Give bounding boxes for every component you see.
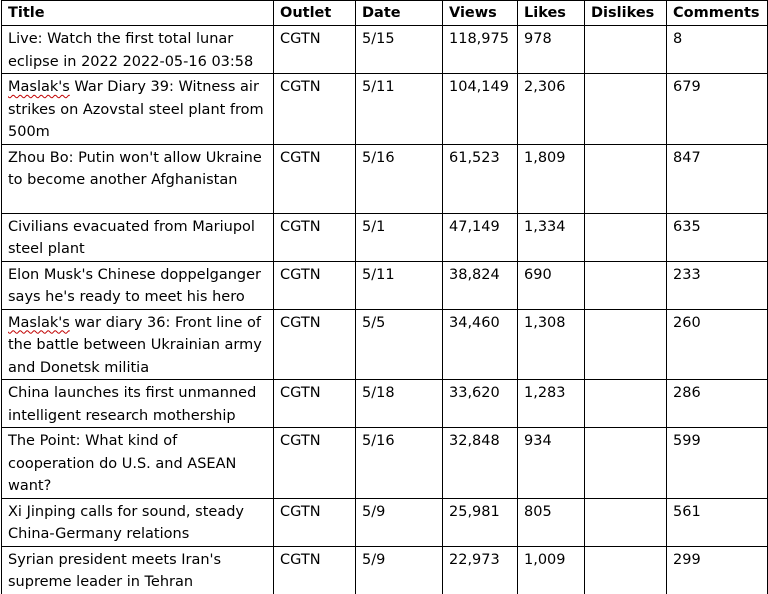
cell-title: Xi Jinping calls for sound, steady China-Germany relations [2, 498, 274, 546]
cell-comments: 286 [667, 380, 768, 428]
video-stats-table [1, 0, 768, 594]
cell-date: 5/16 [356, 144, 443, 213]
cell-date: 5/5 [356, 309, 443, 380]
cell-outlet: CGTN [274, 498, 356, 546]
header-outlet: Outlet [274, 1, 356, 26]
cell-views: 38,824 [443, 261, 518, 309]
cell-comments: 599 [667, 428, 768, 499]
cell-date: 5/11 [356, 74, 443, 145]
cell-views: 47,149 [443, 213, 518, 261]
header-date: Date [356, 1, 443, 26]
table-row [2, 428, 768, 499]
cell-dislikes [585, 144, 667, 213]
cell-comments: 260 [667, 309, 768, 380]
cell-date: 5/18 [356, 380, 443, 428]
cell-likes: 1,308 [518, 309, 585, 380]
cell-title: Civilians evacuated from Mariupol steel plant [2, 213, 274, 261]
cell-outlet: CGTN [274, 144, 356, 213]
cell-title: Zhou Bo: Putin won't allow Ukraine to become another Afghanistan [2, 144, 274, 213]
cell-outlet: CGTN [274, 428, 356, 499]
cell-dislikes [585, 380, 667, 428]
cell-likes: 978 [518, 26, 585, 74]
header-title: Title [2, 1, 274, 26]
title-text: War Diary 39: Witness air strikes on Azovstal steel plant from 500m [8, 79, 264, 140]
cell-likes: 2,306 [518, 74, 585, 145]
cell-title [2, 309, 274, 380]
cell-title: Elon Musk's Chinese doppelganger says he's ready to meet his hero [2, 261, 274, 309]
cell-title: The Point: What kind of cooperation do U.S. and ASEAN want? [2, 428, 274, 499]
misspelling-marked-word: Maslak's [8, 314, 70, 331]
cell-views: 61,523 [443, 144, 518, 213]
table-row [2, 546, 768, 594]
cell-date: 5/11 [356, 261, 443, 309]
table-row [2, 309, 768, 380]
cell-title: Live: Watch the first total lunar eclipse in 2022 2022-05-16 03:58 [2, 26, 274, 74]
cell-comments: 233 [667, 261, 768, 309]
cell-outlet: CGTN [274, 26, 356, 74]
cell-dislikes [585, 213, 667, 261]
cell-date: 5/9 [356, 498, 443, 546]
cell-dislikes [585, 428, 667, 499]
cell-outlet: CGTN [274, 380, 356, 428]
table-row [2, 144, 768, 213]
cell-dislikes [585, 498, 667, 546]
cell-views: 33,620 [443, 380, 518, 428]
table-row [2, 213, 768, 261]
header-dislikes: Dislikes [585, 1, 667, 26]
table-row [2, 261, 768, 309]
cell-title: China launches its first unmanned intelligent research mothership [2, 380, 274, 428]
header-row [2, 1, 768, 26]
cell-views: 25,981 [443, 498, 518, 546]
cell-likes: 1,283 [518, 380, 585, 428]
cell-dislikes [585, 74, 667, 145]
cell-date: 5/1 [356, 213, 443, 261]
cell-likes: 690 [518, 261, 585, 309]
cell-likes: 934 [518, 428, 585, 499]
cell-comments: 8 [667, 26, 768, 74]
misspelling-marked-word: Maslak's [8, 79, 70, 95]
cell-date: 5/9 [356, 546, 443, 594]
table-row [2, 74, 768, 145]
cell-comments: 847 [667, 144, 768, 213]
cell-comments: 635 [667, 213, 768, 261]
cell-comments: 299 [667, 546, 768, 594]
cell-dislikes [585, 261, 667, 309]
cell-views: 34,460 [443, 309, 518, 380]
cell-date: 5/16 [356, 428, 443, 499]
cell-outlet: CGTN [274, 261, 356, 309]
cell-outlet: CGTN [274, 546, 356, 594]
cell-outlet: CGTN [274, 213, 356, 261]
cell-outlet: CGTN [274, 309, 356, 380]
table-row [2, 380, 768, 428]
cell-outlet: CGTN [274, 74, 356, 145]
header-views: Views [443, 1, 518, 26]
header-comments: Comments [667, 1, 768, 26]
cell-views: 104,149 [443, 74, 518, 145]
cell-title: Syrian president meets Iran's supreme leader in Tehran [2, 546, 274, 594]
title-text: war diary 36: Front line of the battle between Ukrainian army and Donetsk militia [8, 314, 262, 376]
header-likes: Likes [518, 1, 585, 26]
cell-views: 118,975 [443, 26, 518, 74]
cell-dislikes [585, 309, 667, 380]
cell-dislikes [585, 26, 667, 74]
cell-date: 5/15 [356, 26, 443, 74]
cell-likes: 805 [518, 498, 585, 546]
cell-likes: 1,009 [518, 546, 585, 594]
cell-views: 22,973 [443, 546, 518, 594]
table-row [2, 498, 768, 546]
cell-title [2, 74, 274, 145]
table-row [2, 26, 768, 74]
cell-comments: 561 [667, 498, 768, 546]
cell-likes: 1,809 [518, 144, 585, 213]
cell-comments: 679 [667, 74, 768, 145]
cell-views: 32,848 [443, 428, 518, 499]
cell-likes: 1,334 [518, 213, 585, 261]
cell-dislikes [585, 546, 667, 594]
